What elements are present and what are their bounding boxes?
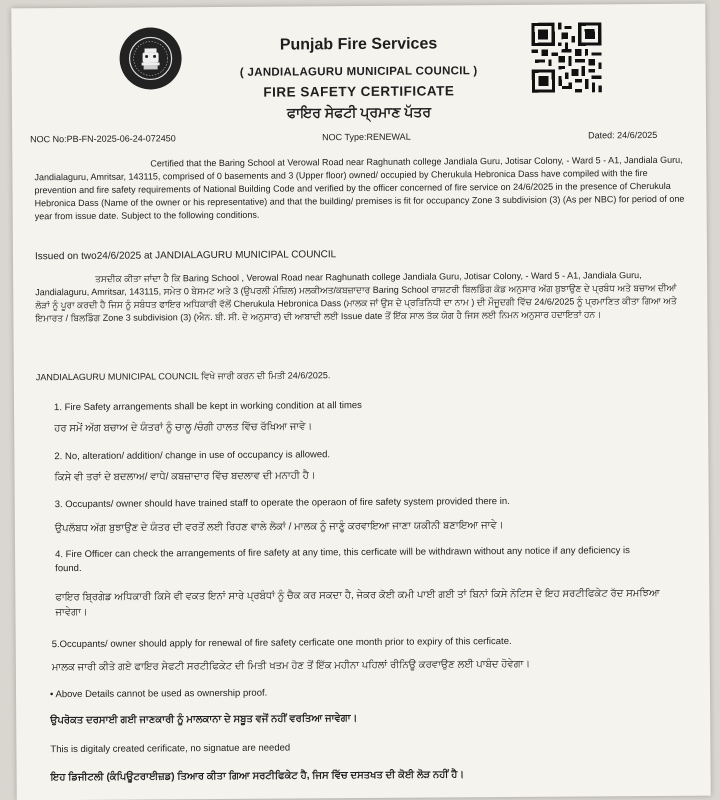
condition-1: 1. Fire Safety arrangements shall be kept in working condition at all times: [53, 399, 362, 414]
ownership-note: • Above Details cannot be used as ownership proof.: [49, 687, 268, 701]
certification-text-punjabi: ਤਸਦੀਕ ਕੀਤਾ ਜਾਂਦਾ ਹੈ ਕਿ Baring School , Verowal Road near Raghunath college Jandiala Guru, Jotisar Colony, - Ward 5 - A1, Jandiala Guru, Jandialaguru, Amritsar, 143115, ਸਮੇਤ 0 ਬੇਸਮਟ ਅਤੇ 3 (ਉਪਰਲੀ ਮੰਜ਼ਿਲ) ਮਲਕੀਅਤ/ਕਬਜ਼ਾਦਾਰ Baring School ਰਾਸ਼ਟਰੀ ਬਿਲਡਿੰਗ ਕੋਡ ਅਨੁਸਾਰ ਅੱਗ ਬੁਝਾਉਣ ਦੇ ਪ੍ਰਬੰਧ ਅਤੇ ਬਚਾਅ ਦੀਆਂ ਲੋੜਾਂ ਨੂੰ ਪੂਰਾ ਕਰਦੀ ਹੈ ਜਿਸ ਨੂੰ ਸਬੰਧਤ ਫਾਇਰ ਅਧਿਕਾਰੀ ਵੱਲੋਂ Cherukula Hebronica Dass (ਮਾਲਕ ਜਾਂ ਉਸ ਦੇ ਪ੍ਰਤਿਨਿਧੀ ਦਾ ਨਾਮ ) ਦੀ ਮੌਜੂਦਗੀ ਵਿੱਚ 24/6/2025 ਨੂੰ ਪ੍ਰਮਾਣਿਤ ਕੀਤਾ ਗਿਆ ਅਤੇ ਇਮਾਰਤ / ਬਿਲਡਿੰਗ Zone 3 subdivision (3) (ਐਨ. ਬੀ. ਸੀ. ਦੇ ਅਨੁਸਾਰ) ਦੀ ਆਬਾਦੀ ਲਈ Issue date ਤੋਂ ਇੱਕ ਸਾਲ ਤੱਕ ਯੋਗ ਹੈ ਜਿਸ ਲਈ ਨਿਮਨ ਅਨੁਸਾਰ ਹਦਾਇਤਾਂ ਹਨ।: [35, 270, 677, 324]
condition-3-punjabi: ਉਪਲੱਬਧ ਅੱਗ ਬੁਝਾਉਣ ਦੇ ਯੰਤਰ ਦੀ ਵਰਤੋਂ ਲਈ ਰਿਹਣ ਵਾਲੇ ਲੋਕਾਂ / ਮਾਲਕ ਨੂੰ ਜਾਣੂੰ ਕਰਵਾਇਆ ਜਾਣਾ ਯਕੀਨੀ ਬਣਾਇਆ ਜਾਵੇ।: [54, 520, 504, 535]
condition-2-punjabi: ਕਿਸੇ ਵੀ ਤਰਾਂ ਦੇ ਬਦਲਾਅ/ ਵਾਧੇ/ ਕਬਜ਼ਾਦਾਰ ਵਿੱਚ ਬਦਲਾਵ ਦੀ ਮਨਾਹੀ ਹੈ।: [54, 470, 316, 484]
council-name: ( JANDIALAGURU MUNICIPAL COUNCIL ): [239, 65, 478, 79]
ownership-note-punjabi: ਉਪਰੋਕਤ ਦਰਸਾਈ ਗਈ ਜਾਣਕਾਰੀ ਨੂੰ ਮਾਲਕਾਨਾ ਦੇ ਸਬੂਤ ਵਜੋਂ ਨਹੀਂ ਵਰਤਿਆ ਜਾਵੇਗਾ।: [50, 713, 358, 727]
condition-5: 5.Occupants/ owner should apply for renewal of fire safety cerficate one month prior to expiry of this cerficate.: [51, 635, 512, 651]
condition-3: 3. Occupants/ owner should have trained staff to operate the operaon of fire safety system provided there in.: [54, 495, 510, 511]
condition-4-punjabi: ਫਾਇਰ ਬ੍ਰਿਗੇਡ ਅਧਿਕਾਰੀ ਕਿਸੇ ਵੀ ਵਕਤ ਇਨਾਂ ਸਾਰੇ ਪ੍ਰਬੰਧਾਂ ਨੂੰ ਚੈਕ ਕਰ ਸਕਦਾ ਹੈ, ਜੇਕਰ ਕੋਈ ਕਮੀ ਪਾਈ ਗਈ ਤਾਂ ਬਿਨਾਂ ਕਿਸੇ ਨੋਟਿਸ ਦੇ ਇਹ ਸਰਟੀਫਿਕੇਟ ਰੱਦ ਸਮਝਿਆ ਜਾਵੇਗਾ।: [55, 587, 660, 619]
noc-date: Dated: 24/6/2025: [588, 129, 658, 141]
certificate-page: [11, 4, 711, 800]
certificate-title-punjabi: ਫਾਇਰ ਸੇਫਟੀ ਪ੍ਰਮਾਣ ਪੱਤਰ: [286, 103, 432, 121]
digital-note-punjabi: ਇਹ ਡਿਜੀਟਲੀ (ਕੰਪਿਊਟਰਾਈਜ਼ਡ) ਤਿਆਰ ਕੀਤਾ ਗਿਆ ਸਰਟੀਫਿਕੇਟ ਹੈ, ਜਿਸ ਵਿੱਚ ਦਸਤਖਤ ਦੀ ਕੋਈ ਲੋੜ ਨਹੀਂ ਹੈ।: [50, 769, 465, 784]
issued-line-punjabi: JANDIALAGURU MUNICIPAL COUNCIL ਵਿਖੇ ਜਾਰੀ ਕਰਨ ਦੀ ਮਿਤੀ 24/6/2025.: [35, 370, 331, 383]
certificate-title: FIRE SAFETY CERTIFICATE: [263, 83, 455, 100]
noc-type: NOC Type:RENEWAL: [322, 131, 411, 143]
certification-text: Certified that the Baring School at Verowal Road near Raghunath college Jandiala Guru, Jotisar Colony, - Ward 5 - A1, Jandiala Guru, Jandialaguru, Amritsar, 143115, comprised of 0 basements and 3 (Upper floor) owned/ occupied by Cherukula Hebronica Dass have compiled with the fire prevention and fire safety requirements of National Building Code and verified by the officer concerned of fire service on 24/6/2025 in the presence of Cherukula Hebronica Dass (Name of the owner or his representative) and that the building/ premises is fit for occupancy Zone 3 subdivision (3) (As per NBC) for period of one year from issue date. Subject to the following conditions.: [34, 154, 685, 222]
digital-note: This is digitaly created cerificate, no signatue are needed: [50, 742, 291, 756]
noc-number: NOC No:PB-FN-2025-06-24-072450: [30, 133, 176, 145]
issued-line: Issued on two24/6/2025 at JANDIALAGURU MUNICIPAL COUNCIL: [34, 249, 337, 263]
condition-5-punjabi: ਮਾਲਕ ਜਾਰੀ ਕੀਤੇ ਗਏ ਫਾਇਰ ਸੇਫਟੀ ਸਰਟੀਫਿਕੇਟ ਦੀ ਮਿਤੀ ਖਤਮ ਹੋਣ ਤੋਂ ਇੱਕ ਮਹੀਨਾ ਪਹਿਲਾਂ ਰੀਨਿਊ ਕਰਵਾਉਣ ਲਈ ਪਾਬੰਦ ਹੋਵੇਗਾ।: [51, 658, 531, 674]
condition-2: 2. No, alteration/ addition/ change in use of occupancy is allowed.: [54, 449, 331, 463]
condition-4: 4. Fire Officer can check the arrangements of fire safety at any time, this cerficate will be withdrawn without any notice if any deficiency is found.: [55, 545, 630, 575]
condition-1-punjabi: ਹਰ ਸਮੇਂ ਅੱਗ ਬਚਾਅ ਦੇ ਯੰਤਰਾਂ ਨੂੰ ਚਾਲੂ /ਚੰਗੀ ਹਾਲਤ ਵਿੱਚ ਰੱਖਿਆ ਜਾਵੇ।: [54, 421, 313, 435]
service-title: Punjab Fire Services: [279, 35, 438, 54]
